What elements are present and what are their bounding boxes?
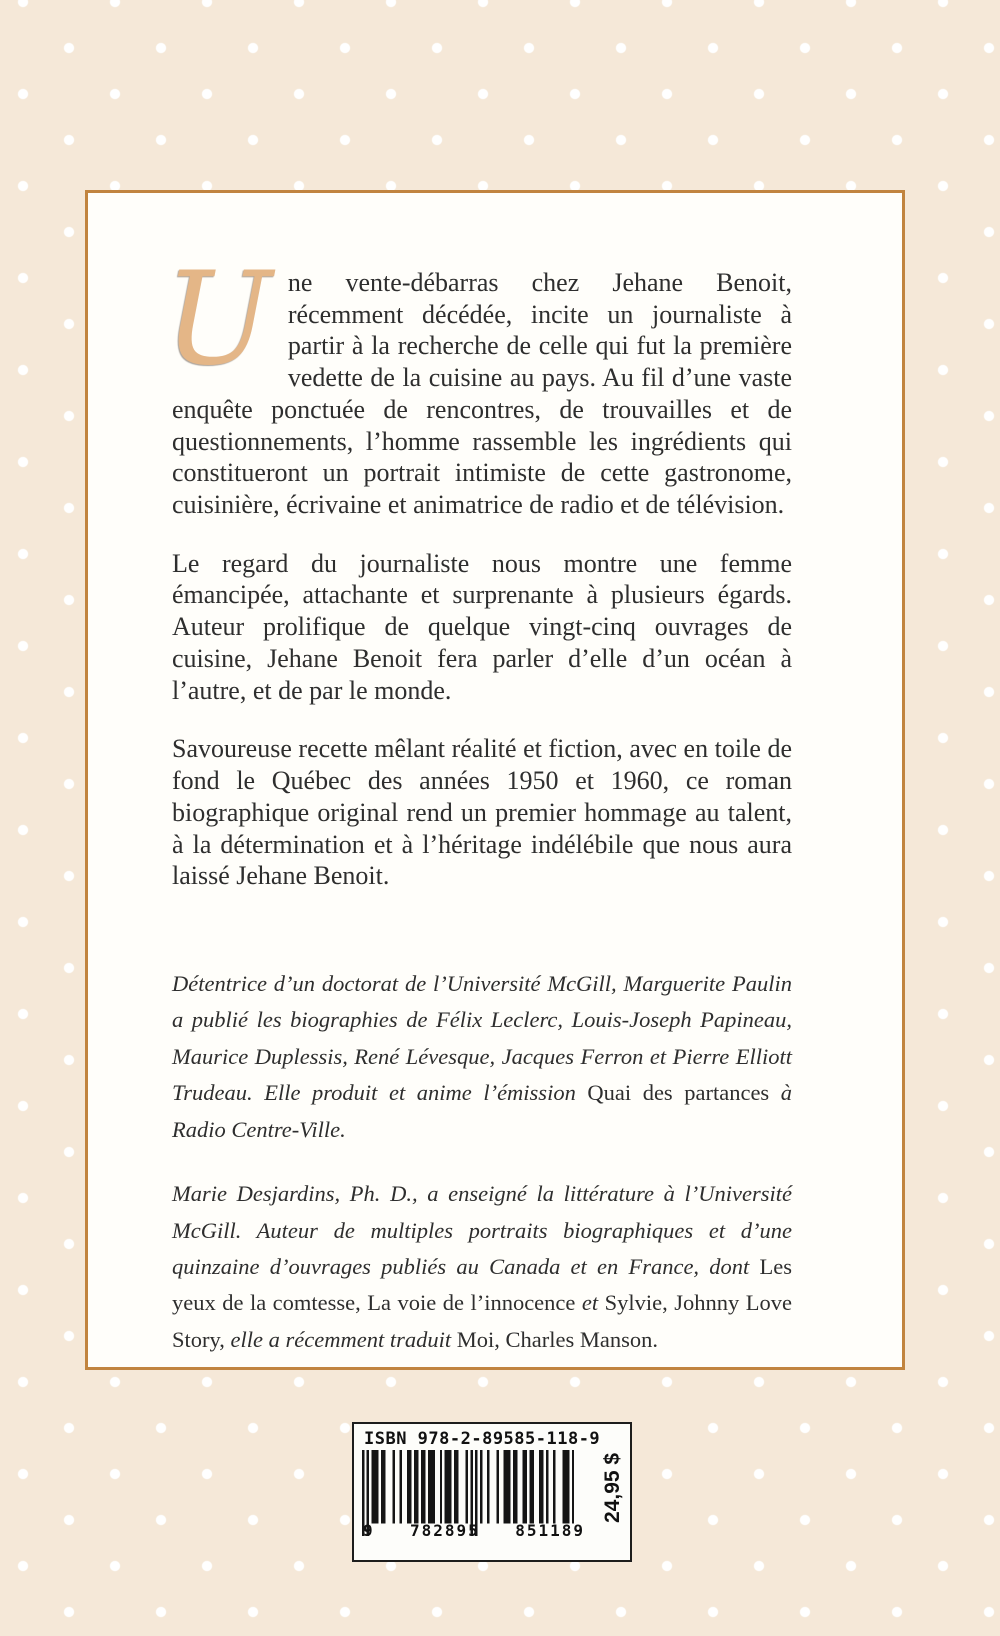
- back-cover-panel: [85, 190, 905, 1370]
- author-bio-marguerite-paulin: [172, 966, 792, 1148]
- synopsis-paragraph-2: Le regard du journaliste nous montre une femme émancipée, attachante et surprenante à plusieurs égards. Auteur prolifique de quelque vingt-cinq ouvrages de cuisine, Jehane Benoit fera parler d’elle d’un océan à l’autre, et de par le monde.: [172, 548, 792, 705]
- barcode-bars: [362, 1450, 586, 1540]
- bio-text-run: à Radio Centre-Ville.: [172, 1080, 792, 1142]
- barcode-digit-group: 9: [363, 1521, 375, 1540]
- barcode-digit-group: 851189: [515, 1521, 585, 1540]
- bio-text-run: Marie Desjardins, Ph. D., a enseigné la littérature à l’Université McGill. Auteur de multiples portraits biographiques et d’une quinzaine d’ouvrages publiés au Canada et en France, dont: [172, 1181, 792, 1279]
- dropcap-letter: U: [164, 245, 272, 394]
- bio-text-run: Quai des partances: [587, 1080, 781, 1106]
- price-label: 24,95 $: [601, 1452, 624, 1524]
- bio-text-run: et: [581, 1290, 605, 1316]
- synopsis-paragraph-1: [164, 245, 792, 521]
- bio-text-run: Sylvie, Johnny Love Story,: [172, 1290, 792, 1352]
- author-bio-marie-desjardins: [172, 1176, 792, 1358]
- bio-text-run: Détentrice d’un doctorat de l’Université McGill, Marguerite Paulin a publié les biographies de Félix Leclerc, Louis-Joseph Papineau, Maurice Duplessis, René Lévesque, Jacques Ferron et Pierre Elliott Trudeau. Elle produit et anime l’émission: [172, 970, 792, 1106]
- synopsis-paragraph-3: Savoureuse recette mêlant réalité et fiction, avec en toile de fond le Québec des années 1950 et 1960, ce roman biographique original rend un premier hommage au talent, à la détermination et à l’héritage indélébile que nous aura laissé Jehane Benoit.: [172, 734, 792, 891]
- isbn-label: ISBN 978-2-89585-118-9: [364, 1429, 601, 1449]
- synopsis-paragraph-1-text: ne vente-débarras chez Jehane Benoit, récemment décédée, incite un journaliste à partir à la recherche de celle qui fut la première vedette de la cuisine au pays. Au fil d’une vaste enquête ponctuée de rencontres, de trouvailles et de questionnements, l’homme rassemble les ingrédients qui constitueront un portrait intimiste de cette gastronome, cuisinière, écrivaine et animatrice de radio et de télévision.: [172, 268, 792, 520]
- bio-text-run: Moi, Charles Manson.: [456, 1326, 658, 1352]
- barcode-digits: [362, 1521, 586, 1540]
- barcode-digit-group: 782895: [410, 1521, 480, 1540]
- bio-text-run: Les yeux de la comtesse, La voie de l’innocence: [172, 1254, 792, 1316]
- bio-text-run: elle a récemment traduit: [230, 1326, 457, 1352]
- barcode-box: [352, 1422, 632, 1562]
